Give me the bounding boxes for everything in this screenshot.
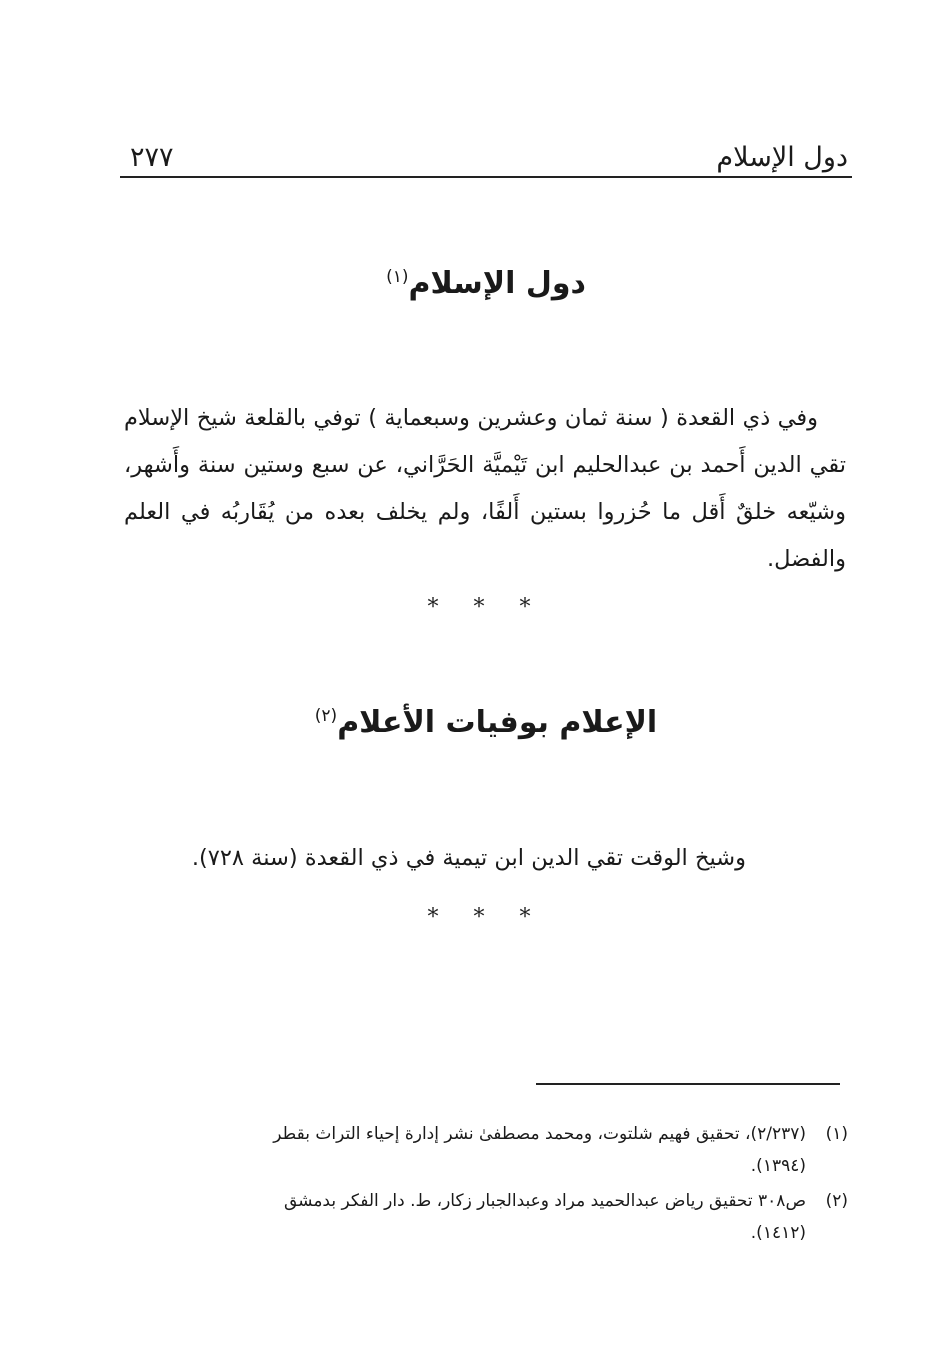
footnote-text: (٢/٢٣٧)، تحقيق فهيم شلتوت، ومحمد مصطفىٰ نشر إدارة إحياء التراث بقطر xyxy=(273,1124,806,1144)
section-body-1: وفي ذي القعدة ( سنة ثمان وعشرين وسبعماية ) توفي بالقلعة شيخ الإسلام تقي الدين أَحمد بن عبدالحليم ابن تَيْميَّة الحَرَّاني، عن سبع وستين سنة وأَشهر، وشيّعه خلقٌ أَقل ما حُزروا بستين أَلفًا، ولم يخلف بعده من يُقَاربُه في العلم والفضل. xyxy=(124,405,846,572)
running-title: دول الإسلام xyxy=(716,142,848,173)
section-separator: * * * xyxy=(427,905,545,930)
footnote-text-continued: (١٤١٢). xyxy=(750,1223,806,1243)
footnote-1 xyxy=(118,1118,848,1182)
footnote-ref[interactable]: (١) xyxy=(386,267,409,287)
footnote-2 xyxy=(118,1185,848,1249)
footnote-marker: (١) xyxy=(825,1124,848,1144)
footnote-text-continued: (١٣٩٤). xyxy=(750,1156,806,1176)
section-heading-1 xyxy=(120,266,852,301)
section-heading-2 xyxy=(120,705,852,740)
footnote-divider xyxy=(536,1083,840,1085)
section-body-2 xyxy=(124,835,796,882)
section-title: الإعلام بوفيات الأعلام xyxy=(337,705,658,740)
section-body-text: وشيخ الوقت تقي الدين ابن تيمية في ذي القعدة (سنة ٧٢٨). xyxy=(191,845,746,871)
page-number: ٢٧٧ xyxy=(130,142,174,173)
footnote-ref[interactable]: (٢) xyxy=(314,706,338,726)
running-header xyxy=(120,136,852,178)
footnote-text: ص٣٠٨ تحقيق رياض عبدالحميد مراد وعبدالجبار زكار، ط. دار الفكر بدمشق xyxy=(283,1191,806,1211)
section-title: دول الإسلام xyxy=(408,266,586,301)
section-separator: * * * xyxy=(427,595,545,620)
footnote-marker: (٢) xyxy=(825,1191,848,1211)
